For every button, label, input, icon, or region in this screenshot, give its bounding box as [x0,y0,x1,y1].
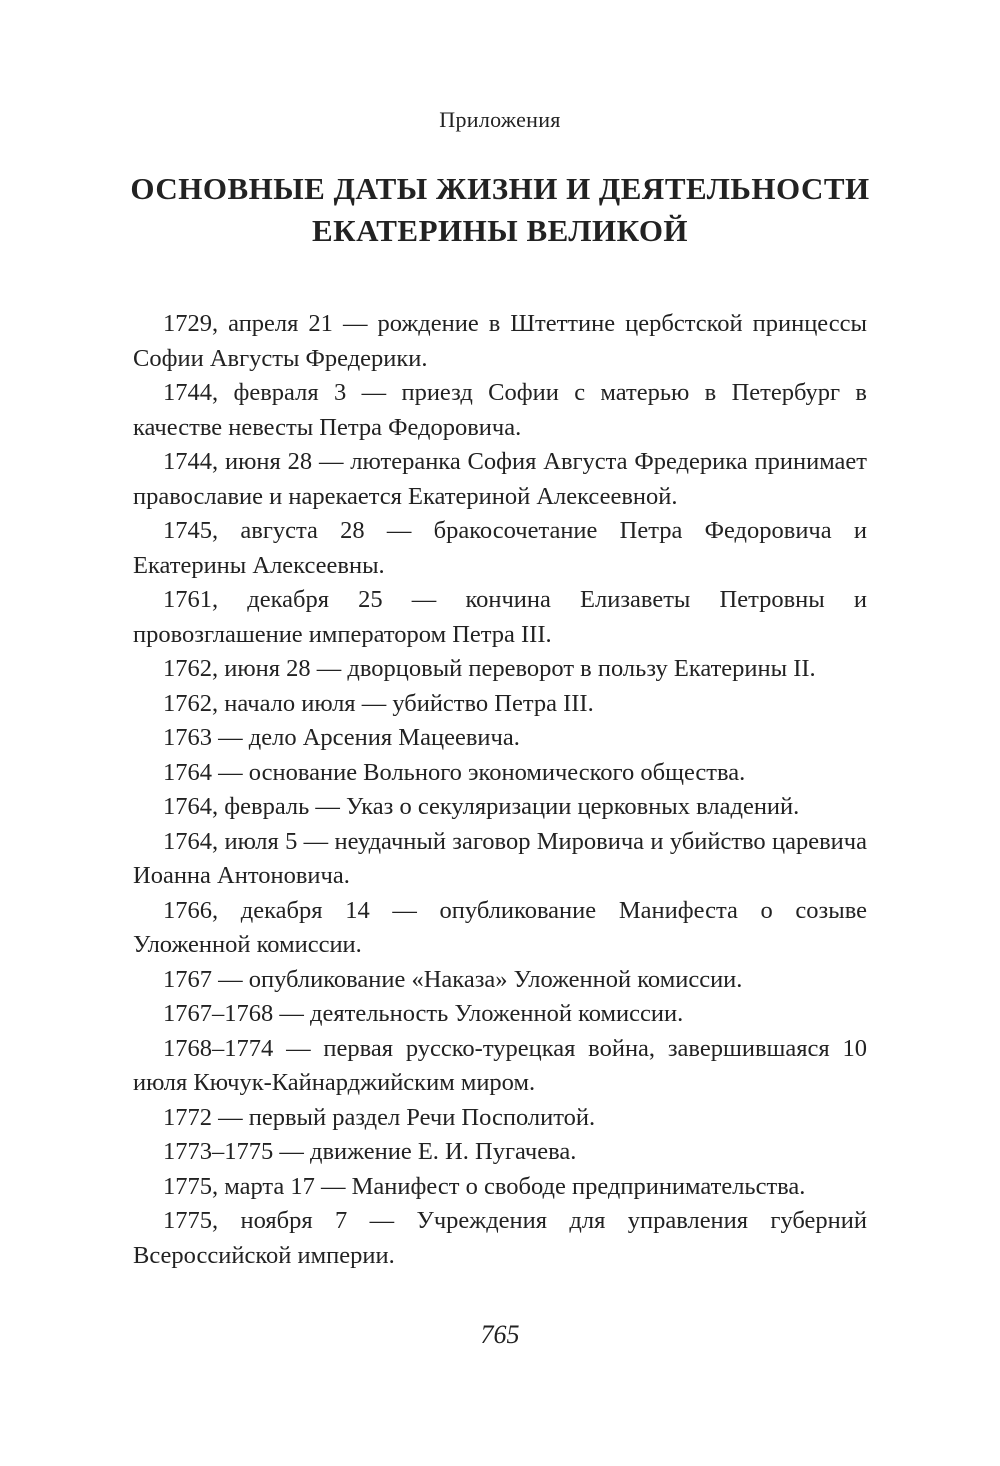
page-title [80,168,920,252]
chronology-entry: 1729, апреля 21 — рождение в Штеттине цербстской принцессы Софии Августы Фредерики. [133,310,867,372]
chronology-entry: 1762, июня 28 — дворцовый переворот в пользу Екатерины II. [163,655,816,682]
chronology-list [133,307,867,1273]
chronology-entry: 1768–1774 — первая русско-турецкая война, завершившаяся 10 июля Кючук-Кайнарджийским миром. [133,1034,867,1096]
chronology-entry: 1745, августа 28 — бракосочетание Петра Федоровича и Екатерины Алексеевны. [133,517,867,579]
chronology-entry: 1773–1775 — движение Е. И. Пугачева. [163,1138,577,1165]
chronology-entry: 1767–1768 — деятельность Уложенной комиссии. [163,1000,684,1027]
chronology-entry: 1764, февраль — Указ о секуляризации церковных владений. [163,793,800,820]
chronology-entry: 1766, декабря 14 — опубликование Манифеста о созыве Уложенной комиссии. [133,896,867,958]
chronology-entry: 1744, февраля 3 — приезд Софии с матерью в Петербург в качестве невесты Петра Федоровича. [133,379,867,441]
chronology-entry: 1775, марта 17 — Манифест о свободе предпринимательства. [163,1172,806,1200]
chronology-entry: 1764 — основание Вольного экономического общества. [163,758,746,786]
chronology-entry: 1744, июня 28 — лютеранка София Августа Фредерика принимает православие и нарекается Екатериной Алексеевной. [133,448,867,510]
chronology-entry: 1763 — дело Арсения Мацеевича. [163,724,520,751]
chronology-entry: 1762, начало июля — убийство Петра III. [163,689,594,717]
running-head: Приложения [439,107,561,132]
title-line-2: ЕКАТЕРИНЫ ВЕЛИКОЙ [311,213,689,248]
chronology-entry: 1767 — опубликование «Наказа» Уложенной комиссии. [163,965,743,993]
title-line-1: ОСНОВНЫЕ ДАТЫ ЖИЗНИ И ДЕЯТЕЛЬНОСТИ [130,171,870,206]
chronology-entry: 1761, декабря 25 — кончина Елизаветы Петровны и провозглашение императором Петра III. [133,586,867,648]
chronology-entry: 1764, июля 5 — неудачный заговор Мировича и убийство царевича Иоанна Антоновича. [133,827,867,889]
chronology-entry: 1772 — первый раздел Речи Посполитой. [163,1103,596,1131]
page-number: 765 [480,1320,520,1349]
chronology-entry: 1775, ноября 7 — Учреждения для управления губерний Всероссийской империи. [133,1207,867,1269]
